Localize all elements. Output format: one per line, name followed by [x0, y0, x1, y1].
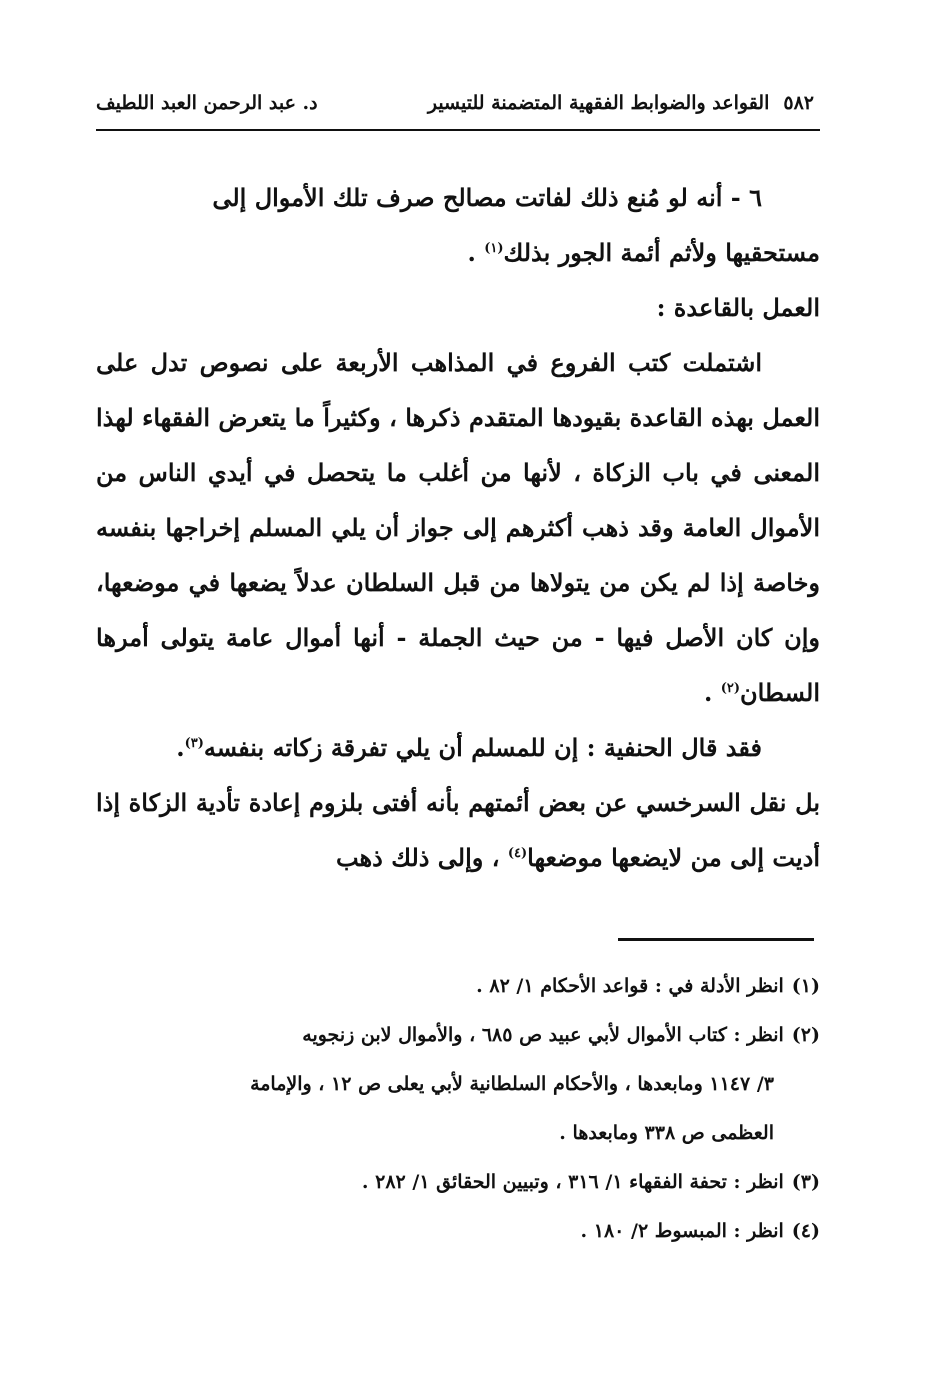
- main-text: [96, 170, 820, 885]
- running-header: [96, 86, 814, 120]
- footnote-2-cont-1: ٣/ ١١٤٧ ومابعدها ، والأحكام السلطانية لأبي يعلى ص ١٢ ، والإمامة: [250, 1073, 774, 1095]
- footnotes: [96, 962, 820, 1256]
- footnote-number: (٣): [791, 1171, 820, 1193]
- paragraph-3: [96, 775, 820, 885]
- footnote-number: (١): [791, 975, 820, 997]
- section-heading: العمل بالقاعدة :: [656, 293, 820, 322]
- paragraph-2-text: فقد قال الحنفية : إن للمسلم أن يلي تفرقة زكاته بنفسه: [203, 733, 762, 762]
- paragraph-1-text: اشتملت كتب الفروع في المذاهب الأربعة على نصوص تدل على العمل بهذه القاعدة بقيودها المتقدم ذكرها ، وكثيراً ما يتعرض الفقهاء لهذا المعنى في باب الزكاة ، لأنها من أغلب ما يتحصل في أيدي الناس من الأموال العامة وقد ذهب أكثرهم إلى جواز أن يلي المسلم إخراجها بنفسه وخاصة إذا لم يكن من يتولاها من قبل السلطان عدلاً يضعها في موضعها، وإن كان الأصل فيها - من حيث الجملة - أنها أموال عامة يتولى أمرها السطان: [96, 348, 820, 707]
- footnote-ref-3[interactable]: (٣): [184, 736, 204, 751]
- point6-text: مستحقيها ولأثم أئمة الجور بذلك: [503, 238, 820, 267]
- footnote-number: (٢): [791, 1024, 820, 1046]
- footnote-2-cont-2: العظمى ص ٣٣٨ ومابعدها .: [559, 1122, 774, 1144]
- footnote-ref-4[interactable]: (٤): [507, 846, 528, 861]
- footnote-divider: [618, 938, 814, 941]
- footnote-ref-2[interactable]: (٢): [720, 681, 740, 696]
- header-divider: [96, 129, 820, 131]
- paragraph-2-end: .: [176, 733, 185, 762]
- point6-line2: [96, 225, 820, 280]
- book-title: القواعد والضوابط الفقهية المتضمنة للتيسير: [427, 92, 770, 114]
- footnote-4: [96, 1207, 820, 1256]
- point6-line1: ٦ - أنه لو مُنع ذلك لفاتت مصالح صرف تلك الأموال إلى: [212, 183, 762, 212]
- footnote-text: انظر : كتاب الأموال لأبي عبيد ص ٦٨٥ ، والأموال لابن زنجويه: [302, 1024, 784, 1046]
- page-number: ٥٨٢: [783, 92, 814, 114]
- footnote-number: (٤): [791, 1220, 820, 1242]
- footnote-2: [96, 1011, 820, 1060]
- paragraph-2: [96, 720, 820, 775]
- header-title-group: [428, 92, 814, 114]
- footnote-text: انظر : المبسوط ٢/ ١٨٠ .: [580, 1220, 784, 1242]
- paragraph-3-text: بل نقل السرخسي عن بعض أئمتهم بأنه أفتى بلزوم إعادة تأدية الزكاة إذا أديت إلى من لايضعها موضعها: [96, 788, 820, 872]
- paragraph-3-end: ، وإلى ذلك ذهب: [335, 843, 508, 872]
- point6-end: .: [467, 238, 485, 267]
- footnote-ref-1[interactable]: (١): [484, 241, 504, 256]
- author-name: د. عبد الرحمن العبد اللطيف: [96, 92, 318, 114]
- paragraph-1: [96, 335, 820, 720]
- footnote-text: انظر : تحفة الفقهاء ١/ ٣١٦ ، وتبيين الحقائق ١/ ٢٨٢ .: [361, 1171, 784, 1193]
- footnote-1: [96, 962, 820, 1011]
- paragraph-1-end: .: [703, 678, 721, 707]
- footnote-text: انظر الأدلة في : قواعد الأحكام ١/ ٨٢ .: [476, 975, 784, 997]
- footnote-3: [96, 1158, 820, 1207]
